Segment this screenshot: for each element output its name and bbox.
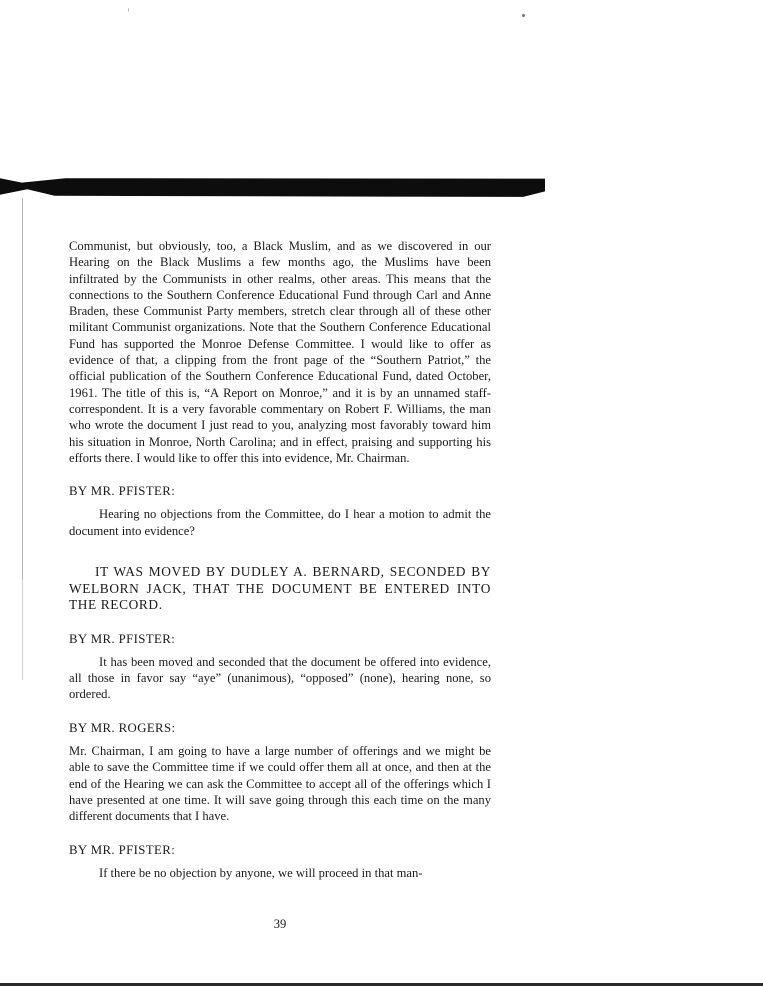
body-paragraph: Mr. Chairman, I am going to have a large number of offerings and we might be able to save the Committee time if we could offer them all at once, and then at the end of the Hearing we can ask the Committee to accept all of the offerings which I have presented at one time. It will save going through this each time on the many different documents that I have. <box>69 744 491 824</box>
speaker-label: BY MR. ROGERS: <box>69 720 176 735</box>
motion-statement: IT WAS MOVED BY DUDLEY A. BERNARD, SECONDED BY WELBORN JACK, THAT THE DOCUMENT BE ENTERED INTO THE RECORD. <box>69 564 491 613</box>
scan-footer-line <box>0 983 763 986</box>
scan-header-bar <box>0 176 545 198</box>
scan-margin-line-lower <box>22 580 23 680</box>
document-body <box>69 238 491 881</box>
indented-paragraph: If there be no objection by anyone, we will proceed in that man- <box>99 865 423 880</box>
speaker-label: BY MR. PFISTER: <box>69 842 176 857</box>
speaker-label: BY MR. PFISTER: <box>69 631 176 646</box>
scan-speck <box>128 8 129 12</box>
indented-paragraph: Hearing no objections from the Committee, do I hear a motion to admit the document into evidence? <box>69 507 491 538</box>
body-paragraph: Communist, but obviously, too, a Black Muslim, and as we discovered in our Hearing on the Black Muslims a few months ago, the Muslims have been infiltrated by the Communists in other realms, other areas. This means that the connections to the Southern Conference Educational Fund through Carl and Anne Braden, these Communist Party members, stretch clear through all of these other militant Communist organizations. Note that the Southern Conference Educational Fund has supported the Monroe Defense Committee. I would like to offer as evidence of that, a clipping from the front page of the “Southern Patriot,” the official publication of the Southern Conference Educational Fund, dated October, 1961. The title of this is, “A Report on Monroe,” and it is by an unnamed staff-correspondent. It is a very favorable commentary on Robert F. Williams, the man who wrote the document I just read to you, analyzing most favorably toward him his situation in Monroe, North Carolina; and in effect, praising and supporting his efforts there. I would like to offer this into evidence, Mr. Chairman. <box>69 239 491 465</box>
scan-speck <box>522 14 525 17</box>
page-number: 39 <box>273 917 287 931</box>
indented-paragraph: It has been moved and seconded that the document be offered into evidence, all those in favor say “aye” (unanimous), “opposed” (none), hearing none, so ordered. <box>69 654 491 702</box>
speaker-label: BY MR. PFISTER: <box>69 484 176 499</box>
